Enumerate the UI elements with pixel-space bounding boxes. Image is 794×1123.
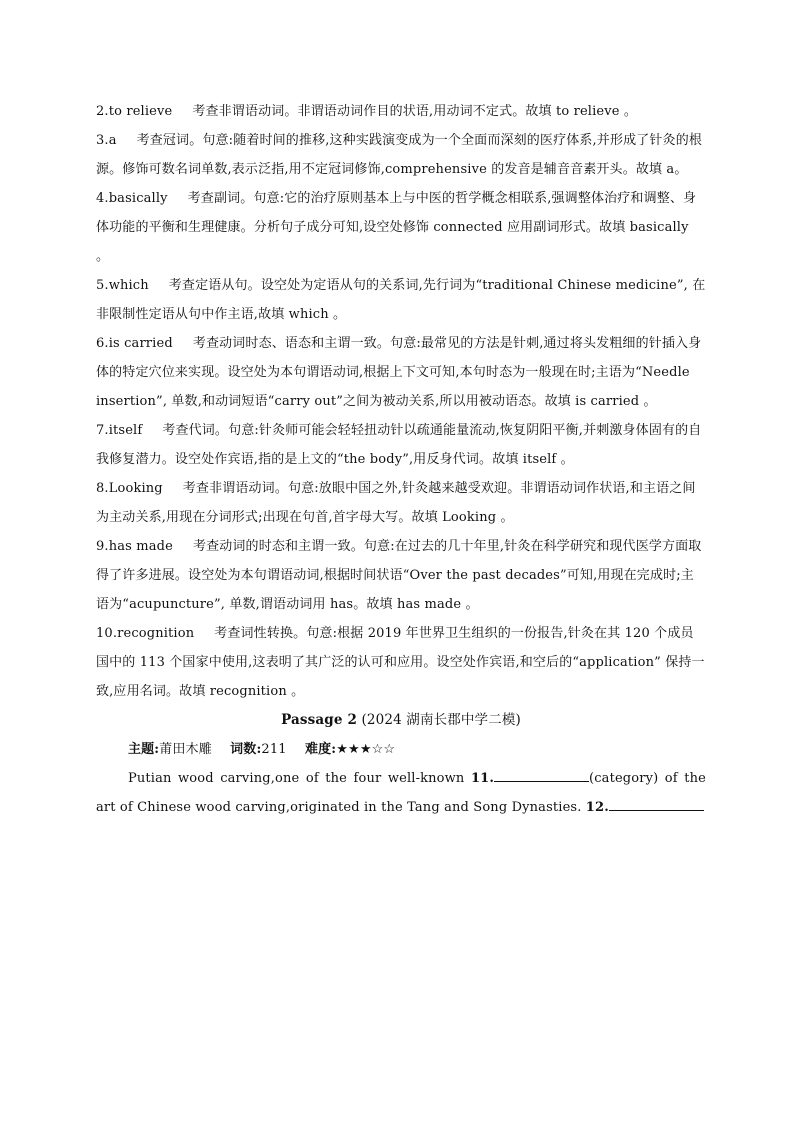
blank-number-12: 12. (585, 800, 609, 815)
explanation-text: 考查词性转换。句意:根据 2019 年世界卫生组织的一份报告,针灸在其 120 个成员国中的 113 个国家中使用,这表明了其广泛的认可和应用。设空处作宾语,和空后的“application” 保持一致,应用名词。故填 recognition 。 (96, 626, 705, 699)
answer-key: 9.has made (96, 539, 173, 554)
explanation-text: 考查动词时态、语态和主谓一致。句意:最常见的方法是针刺,通过将头发粗细的针插入身体的特定穴位来实现。设空处为本句谓语动词,根据上下文可知,本句时态为一般现在时;主语为“Needle insertion”, 单数,和动词短语“carry out”之间为被动关系,所以用被动语态。故填 is carried 。 (96, 336, 702, 409)
passage-text-1: Putian wood carving,one of the four well-known (128, 771, 471, 786)
blank-11[interactable] (494, 769, 589, 782)
explanation-item-5 (96, 271, 706, 329)
explanation-text: 考查冠词。句意:随着时间的推移,这种实践演变成为一个全面而深刻的医疗体系,并形成了针灸的根源。修饰可数名词单数,表示泛指,用不定冠词修饰,comprehensive 的发音是辅音音素开头。故填 a。 (96, 133, 703, 177)
topic-label: 主题: (128, 742, 160, 757)
explanation-item-4 (96, 184, 706, 271)
wordcount-label: 词数: (230, 742, 262, 757)
explanation-item-3 (96, 126, 706, 184)
answer-explanations (96, 97, 706, 822)
explanation-text: 考查非谓语动词。非谓语动词作目的状语,用动词不定式。故填 to relieve 。 (192, 104, 638, 119)
wordcount-value: 211 (261, 742, 287, 757)
topic-value: 莆田木雕 (159, 742, 212, 757)
passage-title: Passage 2 (281, 712, 358, 728)
passage-text-2: (category) of the art of Chinese wood carving,originated in the Tang and Song Dynasties. (96, 771, 706, 815)
answer-key: 3.a (96, 133, 117, 148)
passage-body (96, 764, 706, 822)
answer-key: 7.itself (96, 423, 143, 438)
difficulty-stars: ★★★☆☆ (336, 742, 396, 757)
explanation-item-6 (96, 329, 706, 416)
explanation-item-9 (96, 532, 706, 619)
answer-key: 5.which (96, 278, 149, 293)
explanation-text: 考查副词。句意:它的治疗原则基本上与中医的哲学概念相联系,强调整体治疗和调整、身体功能的平衡和生理健康。分析句子成分可知,设空处修饰 connected 应用副词形式。故填 basically 。 (96, 191, 697, 264)
explanation-text: 考查代词。句意:针灸师可能会轻轻扭动针以疏通能量流动,恢复阴阳平衡,并刺激身体固有的自我修复潜力。设空处作宾语,指的是上文的“the body”,用反身代词。故填 itself 。 (96, 423, 702, 467)
explanation-text: 考查动词的时态和主谓一致。句意:在过去的几十年里,针灸在科学研究和现代医学方面取得了许多进展。设空处为本句谓语动词,根据时间状语“Over the past decades”可知,用现在完成时;主语为“acupuncture”, 单数,谓语动词用 has。故填 has made 。 (96, 539, 702, 612)
explanation-item-2 (96, 97, 706, 126)
difficulty-label: 难度: (304, 742, 337, 757)
explanation-text: 考查定语从句。设空处为定语从句的关系词,先行词为“traditional Chinese medicine”, 在非限制性定语从句中作主语,故填 which 。 (96, 278, 706, 322)
passage-heading (96, 706, 706, 735)
explanation-item-10 (96, 619, 706, 706)
answer-key: 10.recognition (96, 626, 195, 641)
answer-key: 6.is carried (96, 336, 173, 351)
blank-number-11: 11. (470, 771, 495, 786)
blank-12[interactable] (609, 798, 704, 811)
passage-source: (2024 湖南长郡中学二模) (357, 712, 521, 728)
explanation-text: 考查非谓语动词。句意:放眼中国之外,针灸越来越受欢迎。非谓语动词作状语,和主语之间为主动关系,用现在分词形式;出现在句首,首字母大写。故填 Looking 。 (96, 481, 696, 525)
answer-key: 8.Looking (96, 481, 163, 496)
answer-key: 4.basically (96, 191, 168, 206)
explanation-item-7 (96, 416, 706, 474)
explanation-item-8 (96, 474, 706, 532)
answer-key: 2.to relieve (96, 104, 173, 119)
passage-meta (96, 735, 706, 764)
